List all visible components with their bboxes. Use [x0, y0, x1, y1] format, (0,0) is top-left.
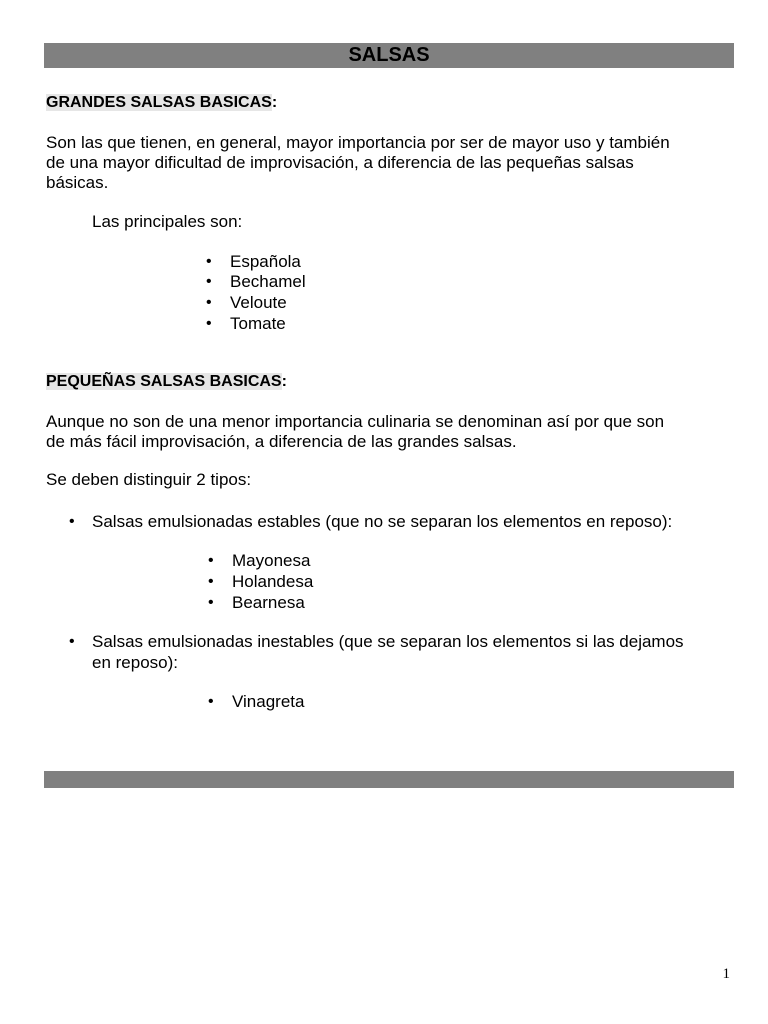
- list-item: Bechamel: [230, 272, 306, 291]
- bullet-icon: •: [208, 573, 214, 590]
- list-item: Tomate: [230, 314, 286, 333]
- heading-colon: :: [281, 373, 287, 390]
- bullet-icon: •: [208, 552, 214, 569]
- bullet-icon: •: [69, 633, 75, 650]
- bullet-icon: •: [206, 315, 212, 332]
- list-item: Bearnesa: [232, 593, 305, 612]
- list-item: Vinagreta: [232, 692, 305, 711]
- list-intro: Las principales son:: [92, 212, 243, 231]
- list-item: Española: [230, 252, 301, 271]
- bullet-icon: •: [206, 294, 212, 311]
- bullet-icon: •: [208, 693, 214, 710]
- paragraph-line: de una mayor dificultad de improvisación, a diferencia de las pequeñas salsas: [46, 153, 634, 172]
- section-heading-text: GRANDES SALSAS BASICAS: [46, 94, 272, 111]
- paragraph-line: de más fácil improvisación, a diferencia de las grandes salsas.: [46, 432, 517, 451]
- list-item: Holandesa: [232, 572, 314, 591]
- paragraph-line: básicas.: [46, 173, 109, 192]
- title-bar: [44, 43, 734, 68]
- types-intro: Se deben distinguir 2 tipos:: [46, 470, 252, 489]
- bullet-icon: •: [206, 253, 212, 270]
- section-heading-grandes: [46, 93, 277, 113]
- list-item: Veloute: [230, 293, 287, 312]
- list-item: Mayonesa: [232, 551, 311, 570]
- section-heading-text: PEQUEÑAS SALSAS BASICAS: [46, 373, 282, 390]
- type-label: Salsas emulsionadas estables (que no se separan los elementos en reposo):: [92, 512, 673, 531]
- page-title: SALSAS: [348, 44, 430, 66]
- bullet-icon: •: [208, 594, 214, 611]
- paragraph-line: Aunque no son de una menor importancia culinaria se denominan así por que son: [46, 412, 665, 431]
- heading-colon: :: [271, 94, 278, 111]
- bullet-icon: •: [69, 513, 75, 530]
- bullet-icon: •: [206, 273, 212, 290]
- footer-bar: [44, 771, 734, 788]
- page-number: 1: [722, 966, 730, 982]
- type-label: Salsas emulsionadas inestables (que se separan los elementos si las dejamos: [92, 632, 684, 651]
- paragraph-line: Son las que tienen, en general, mayor importancia por ser de mayor uso y también: [46, 133, 670, 152]
- type-label: en reposo):: [92, 653, 178, 672]
- section-heading-pequenas: [46, 372, 287, 392]
